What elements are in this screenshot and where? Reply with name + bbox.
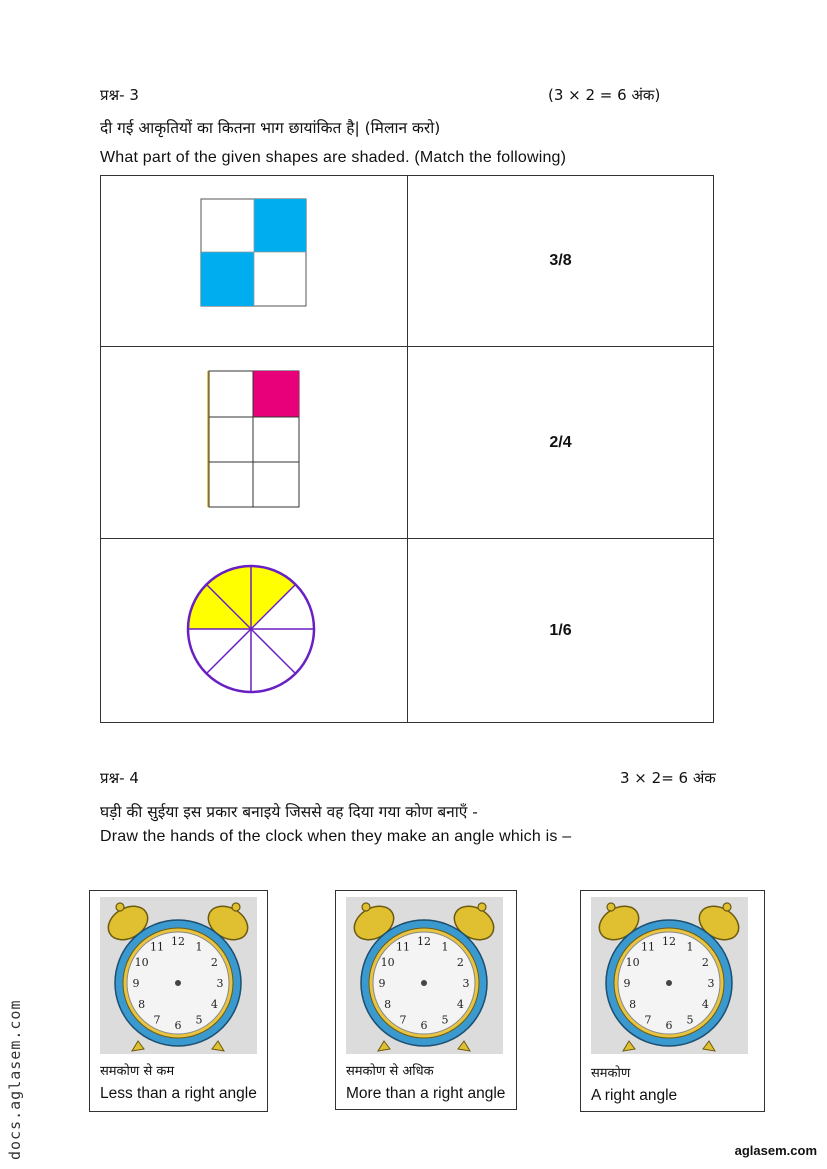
alarm-clock-image (591, 897, 748, 1054)
clock-number: 1 (441, 940, 449, 954)
clock-number: 11 (396, 940, 410, 954)
clock-english-label: More than a right angle (346, 1085, 506, 1102)
clock-number: 4 (701, 998, 709, 1011)
table-row (101, 176, 714, 347)
clock-number: 12 (662, 935, 676, 948)
clock-number: 9 (378, 977, 386, 990)
clock-center-dot (175, 980, 181, 986)
clock-number: 11 (150, 940, 164, 954)
clock-foot (378, 1041, 390, 1051)
question-3-marks: (3 × 2 = 6 अंक) (548, 86, 661, 104)
question-3-hindi-instruction: दी गई आकृतियों का कितना भाग छायांकित है| (मिलान करो) (100, 119, 441, 137)
clock-number: 1 (686, 940, 694, 954)
clock-number: 10 (625, 956, 640, 969)
question-4-marks: 3 × 2= 6 अंक (620, 769, 716, 787)
clock-number: 5 (686, 1013, 694, 1027)
match-table (100, 175, 714, 723)
clock-number: 6 (420, 1019, 428, 1032)
clock-english-label: A right angle (591, 1087, 678, 1104)
clock-foot (458, 1041, 470, 1051)
square-shaded-part-2 (201, 252, 254, 306)
clock-number: 3 (216, 977, 224, 990)
clock-number: 8 (138, 998, 146, 1011)
clock-hindi-label: समकोण से कम (100, 1064, 175, 1079)
clock-number: 7 (399, 1013, 407, 1027)
shape-cell (101, 347, 408, 539)
shaded-circle-shape (101, 539, 407, 718)
clock-number: 10 (134, 956, 149, 969)
brand-footer: aglasem.com (734, 1143, 817, 1158)
clock-number: 9 (132, 977, 140, 990)
clock-center-dot (421, 980, 427, 986)
shape-cell (101, 539, 408, 723)
alarm-clock-image (346, 897, 503, 1054)
clock-hindi-label: समकोण से अधिक (346, 1064, 434, 1079)
square-shaded-part-1 (254, 199, 306, 252)
fraction-option-1: 3/8 (408, 176, 714, 347)
question-4-number: प्रश्न- 4 (100, 769, 139, 787)
clock-number: 10 (380, 956, 395, 969)
clock-number: 9 (623, 977, 631, 990)
clock-number: 2 (701, 956, 709, 969)
question-3-english-instruction: What part of the given shapes are shaded. (Match the following) (100, 149, 567, 166)
clock-number: 2 (456, 956, 464, 969)
clock-foot (623, 1041, 635, 1051)
shaded-square-shape (101, 176, 407, 342)
shape-cell (101, 176, 408, 347)
clock-number: 12 (417, 935, 431, 948)
clock-center-dot (666, 980, 672, 986)
table-row (101, 347, 714, 539)
clock-card-right-angle (580, 890, 765, 1112)
clock-number: 7 (644, 1013, 652, 1027)
table-row (101, 539, 714, 723)
alarm-clock-image (100, 897, 257, 1054)
clock-number: 8 (384, 998, 392, 1011)
clock-number: 2 (210, 956, 218, 969)
clock-card-more-than-right-angle (335, 890, 517, 1110)
clock-number: 5 (441, 1013, 449, 1027)
clock-foot (703, 1041, 715, 1051)
clock-foot (212, 1041, 224, 1051)
question-4-english-instruction: Draw the hands of the clock when they make an angle which is – (100, 828, 572, 845)
clock-card-less-than-right-angle (89, 890, 268, 1112)
clock-number: 5 (195, 1013, 203, 1027)
clock-number: 1 (195, 940, 203, 954)
clock-number: 11 (641, 940, 655, 954)
clock-number: 6 (665, 1019, 673, 1032)
rectangle-shaded-part (253, 371, 299, 417)
clock-number: 8 (629, 998, 637, 1011)
clock-number: 3 (462, 977, 470, 990)
clock-number: 4 (210, 998, 218, 1011)
watermark: docs.aglasem.com (6, 999, 24, 1160)
circle-shaded-sector-3 (251, 566, 296, 629)
question-4-hindi-instruction: घड़ी की सुईया इस प्रकार बनाइये जिससे वह दिया गया कोण बनाएँ - (100, 803, 478, 821)
fraction-option-3: 1/6 (408, 539, 714, 723)
fraction-option-2: 2/4 (408, 347, 714, 539)
clock-number: 6 (174, 1019, 182, 1032)
clock-number: 7 (153, 1013, 161, 1027)
clock-number: 3 (707, 977, 715, 990)
clock-number: 4 (456, 998, 464, 1011)
clock-english-label: Less than a right angle (100, 1085, 257, 1102)
clock-hindi-label: समकोण (591, 1066, 631, 1081)
question-3-number: प्रश्न- 3 (100, 86, 139, 104)
shaded-rectangle-shape (101, 347, 407, 534)
clock-number: 12 (171, 935, 185, 948)
clock-foot (132, 1041, 144, 1051)
